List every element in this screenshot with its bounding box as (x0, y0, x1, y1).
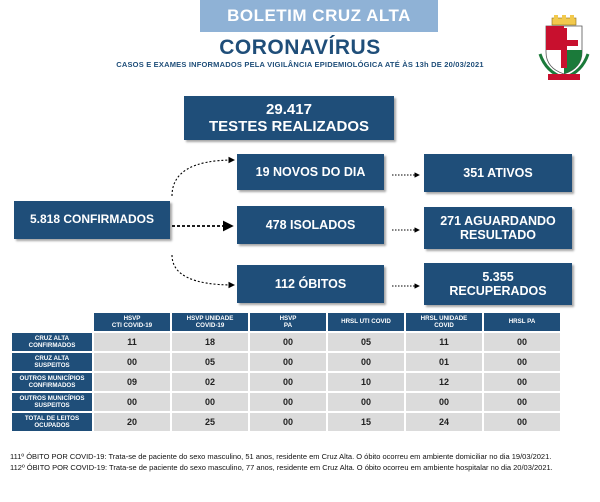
table-row (12, 393, 560, 411)
table-cell: 15 (328, 413, 404, 431)
column-header: HSVP UNIDADE COVID-19 (172, 313, 248, 331)
page-title: CORONAVÍRUS (219, 36, 381, 59)
deaths-box: 112 ÓBITOS (237, 265, 384, 303)
table-cell: 00 (250, 373, 326, 391)
column-header: HSVP PA (250, 313, 326, 331)
death-notes (10, 451, 590, 473)
table-cell: 02 (172, 373, 248, 391)
table-cell: 00 (484, 393, 560, 411)
table-cell: 00 (484, 333, 560, 351)
table-row (12, 413, 560, 431)
table-cell: 00 (94, 393, 170, 411)
table-cell: 00 (250, 413, 326, 431)
tests-value: 29.417 (266, 100, 312, 118)
table-cell: 05 (328, 333, 404, 351)
row-header: OUTROS MUNICÍPIOS CONFIRMADOS (12, 373, 92, 391)
table-cell: 01 (406, 353, 482, 371)
column-header: HRSL PA (484, 313, 560, 331)
row-header: CRUZ ALTA SUSPEITOS (12, 353, 92, 371)
row-header: TOTAL DE LEITOS OCUPADOS (12, 413, 92, 431)
row-header: OUTROS MUNICÍPIOS SUSPEITOS (12, 393, 92, 411)
awaiting-line1: 271 AGUARDANDO (440, 213, 556, 228)
table-row (12, 353, 560, 371)
table-cell: 11 (94, 333, 170, 351)
row-header: CRUZ ALTA CONFIRMADOS (12, 333, 92, 351)
table-row (12, 333, 560, 351)
recovered-label: RECUPERADOS (449, 284, 547, 298)
active-box: 351 ATIVOS (424, 154, 572, 192)
table-cell: 00 (328, 393, 404, 411)
confirmed-box: 5.818 CONFIRMADOS (14, 201, 170, 239)
table-cell: 09 (94, 373, 170, 391)
table-corner (12, 313, 92, 331)
table-cell: 00 (484, 413, 560, 431)
table-cell: 00 (250, 333, 326, 351)
table-header-row (12, 313, 560, 331)
table-cell: 24 (406, 413, 482, 431)
recovered-value: 5.355 (482, 269, 514, 284)
table-cell: 00 (250, 393, 326, 411)
table-cell: 00 (328, 353, 404, 371)
beds-table (10, 311, 562, 433)
column-header: HRSL UNIDADE COVID (406, 313, 482, 331)
isolated-box: 478 ISOLADOS (237, 206, 384, 244)
bulletin-banner: BOLETIM CRUZ ALTA (200, 0, 438, 32)
death-note: 112º ÓBITO POR COVID-19: Trata-se de paciente do sexo masculino, 77 anos, residente em Cruz Alta. O óbito ocorreu em ambiente hospitalar no dia 20/03/2021. (10, 463, 553, 472)
table-cell: 20 (94, 413, 170, 431)
table-cell: 25 (172, 413, 248, 431)
table-cell: 00 (406, 393, 482, 411)
table-cell: 11 (406, 333, 482, 351)
awaiting-line2: RESULTADO (460, 228, 536, 242)
table-cell: 00 (484, 373, 560, 391)
table-cell: 10 (328, 373, 404, 391)
page-subtitle: CASOS E EXAMES INFORMADOS PELA VIGILÂNCIA EPIDEMIOLÓGICA ATÉ ÀS 13h DE 20/03/2021 (116, 60, 484, 69)
table-cell: 00 (172, 393, 248, 411)
tests-label: TESTES REALIZADOS (208, 118, 369, 135)
table-cell: 12 (406, 373, 482, 391)
column-header: HSVP CTI COVID-19 (94, 313, 170, 331)
column-header: HRSL UTI COVID (328, 313, 404, 331)
table-cell: 00 (94, 353, 170, 371)
table-cell: 00 (250, 353, 326, 371)
table-cell: 18 (172, 333, 248, 351)
table-row (12, 373, 560, 391)
new-today-box: 19 NOVOS DO DIA (237, 154, 384, 190)
table-cell: 05 (172, 353, 248, 371)
death-note: 111º ÓBITO POR COVID-19: Trata-se de paciente do sexo masculino, 51 anos, residente em Cruz Alta. O óbito ocorreu em ambiente domiciliar no dia 19/03/2021. (10, 452, 552, 461)
table-cell: 00 (484, 353, 560, 371)
